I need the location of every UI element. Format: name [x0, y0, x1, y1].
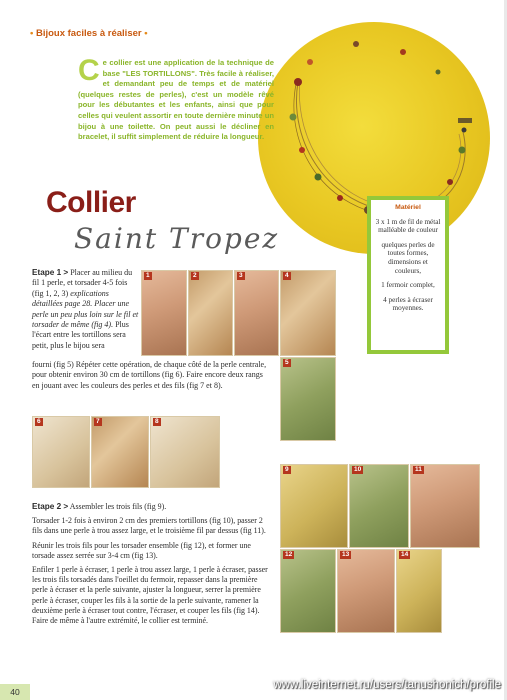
etape-1-text-italic: explications détaillées page 28. Placer une perle un peu plus loin sur le fil et torsader de même (fig 4).: [32, 288, 139, 330]
etape-1-text-a: Placer au milieu du fil 1 perle, et torsader 4-5 fois (fig 1, 2, 3): [32, 268, 133, 298]
figure-1: [141, 270, 187, 356]
figure-8: [150, 416, 220, 488]
materiel-heading: Matériel: [395, 204, 421, 211]
figure-number: 8: [155, 418, 159, 425]
figure-number: 9: [285, 466, 289, 473]
figure-3: [234, 270, 279, 356]
figure-11: [410, 464, 480, 548]
figure-number: 5: [285, 359, 289, 366]
etape-1-label: Etape 1: [32, 268, 62, 277]
figure-9: [280, 464, 348, 548]
figure-number: 7: [96, 418, 100, 425]
figure-10: [349, 464, 409, 548]
figure-2: [188, 270, 233, 356]
materiel-item: quelques perles de toutes formes, dimensions et couleurs,: [381, 240, 435, 275]
intro-text: e collier est une application de la technique de base "LES TORTILLONS". Très facile à réaliser, et demandant peu de temps et de matériel (quelques restes de perles), c'est un modèle rêvé pour les débutantes et les enfants, ainsi que pour celles qui veulent assortir en toute dernière minute un bijou à une toilette. On peut aussi le décliner en bracelet, il suffit simplement de réduire la longueur.: [78, 58, 274, 142]
figure-number: 14: [401, 551, 409, 558]
figure-number: 4: [285, 272, 289, 279]
bullet-right: •: [144, 28, 148, 39]
section-label: [30, 28, 148, 39]
watermark-url: www.liveinternet.ru/users/tanushonich/profile: [273, 679, 501, 691]
bullet-left: •: [30, 28, 34, 39]
materiel-item: 1 fermoir complet,: [381, 281, 435, 290]
title-collier: Collier: [46, 186, 136, 219]
figure-number: 11: [415, 466, 422, 473]
intro-paragraph: [78, 54, 274, 143]
figure-13: [337, 549, 395, 633]
etape-1-text-b: Plus l'écart entre les tortillons sera petit, plus le bijou sera: [32, 320, 129, 350]
arrow-icon: >: [63, 268, 69, 277]
page-number: 40: [0, 684, 30, 700]
figure-number: 2: [193, 272, 197, 279]
figure-number: 13: [342, 551, 350, 558]
figure-number: 10: [354, 466, 362, 473]
etape-2-p4: Enfiler 1 perle à écraser, 1 perle à trou assez large, 1 perle à écraser, passer les trois fils torsadés dans l'oeillet du fermoir, repasser dans la première perle à écraser et la perle suivante, ajuster la longueur, serrer la première perle à écraser, couper les fils à la sortie de la perle suivante, ramener la deuxième perle à écraser tout contre, l'écraser, et couper les fils (fig 14). Faire de même à l'autre extrémité, le collier est terminé.: [32, 565, 268, 626]
arrow-icon: >: [63, 502, 69, 511]
figure-7: [91, 416, 149, 488]
figure-number: 1: [146, 272, 150, 279]
etape-2-p2: Torsader 1-2 fois à environ 2 cm des premiers tortillons (fig 10), passer 2 fils dans une perle à trou assez large, et le troisième fil par dessus (fig 11).: [32, 516, 266, 536]
etape-1-heading: [32, 268, 68, 277]
figure-4: [280, 270, 336, 356]
etape-2-text: [32, 502, 270, 630]
materiel-item: 3 x 1 m de fil de métal malléable de couleur: [375, 217, 441, 235]
figure-number: 6: [37, 418, 41, 425]
figure-number: 3: [239, 272, 243, 279]
etape-2-heading: [32, 502, 68, 511]
intro-dropcap: C: [78, 54, 100, 87]
title-saint-tropez: Saint Tropez: [74, 222, 280, 255]
section-label-text: Bijoux faciles à réaliser: [35, 28, 142, 39]
etape-2-p1: [32, 502, 270, 512]
etape-1-continued: fourni (fig 5) Répéter cette opération, de chaque côté de la perle centrale, pour obtenir environ 30 cm de tortillons (fig 6). Faire encore deux rangs en jouant avec les couleurs des perles et des fils (fig 7 et 8).: [32, 360, 267, 390]
figure-number: 12: [285, 551, 293, 558]
figure-5: [280, 357, 336, 441]
materiel-item: 4 perles à écraser moyennes.: [383, 295, 433, 313]
figure-12: [280, 549, 336, 633]
etape-1-text: [32, 268, 140, 351]
materiel-box: [367, 196, 449, 354]
figure-6: [32, 416, 90, 488]
materiel-content: [371, 200, 445, 350]
etape-2-p1-text: Assembler les trois fils (fig 9).: [69, 502, 167, 511]
etape-2-label: Etape 2: [32, 502, 62, 511]
figure-14: [396, 549, 442, 633]
etape-2-p3: Réunir les trois fils pour les torsader ensemble (fig 12), et former une torsade assez serrée sur 3-4 cm (fig 13).: [32, 540, 251, 560]
